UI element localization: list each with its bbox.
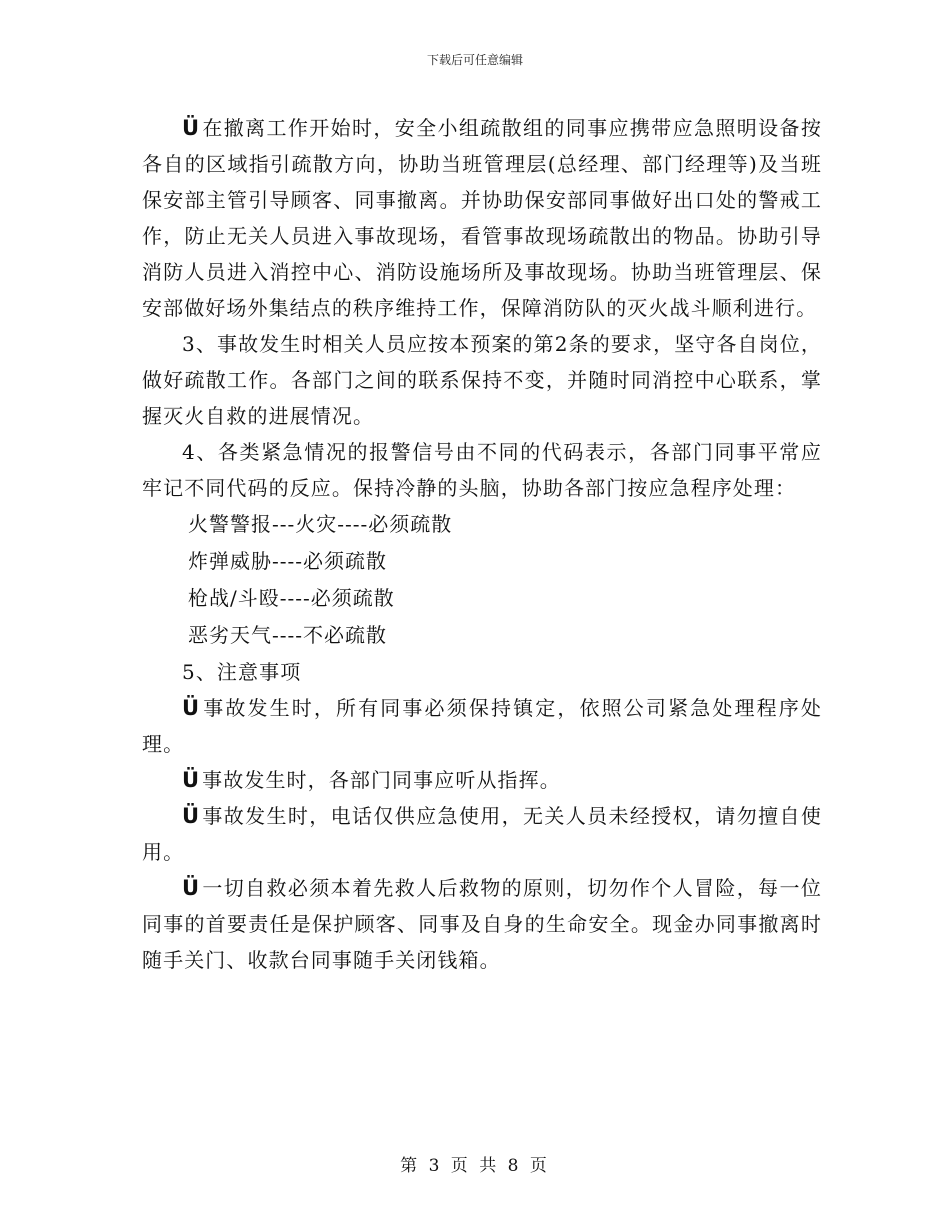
paragraph-evacuation-duty bbox=[142, 110, 822, 326]
alarm-code-line: 火警警报---火灾----必须疏散 bbox=[188, 512, 453, 536]
note-item bbox=[142, 762, 822, 798]
page-number-footer: 第 3 页 共 8 页 bbox=[400, 1156, 550, 1176]
note-text: 事故发生时，电话仅供应急使用，无关人员未经授权，请勿擅自使用。 bbox=[142, 804, 822, 864]
note-text: 一切自救必须本着先救人后救物的原则，切勿作个人冒险，每一位同事的首要责任是保护顾客、同事及自身的生命安全。现金办同事撤离时随手关门、收款台同事随手关闭钱箱。 bbox=[142, 876, 822, 972]
bullet-marker: Ü bbox=[182, 696, 201, 720]
bullet-marker: Ü bbox=[182, 116, 201, 140]
note-text: 事故发生时，各部门同事应听从指挥。 bbox=[202, 768, 561, 792]
note-text: 事故发生时，所有同事必须保持镇定，依照公司紧急处理程序处理。 bbox=[142, 696, 822, 756]
alarm-code-line: 枪战/斗殴----必须疏散 bbox=[188, 586, 395, 610]
document-body bbox=[142, 110, 822, 978]
paragraph-item-4: 4、各类紧急情况的报警信号由不同的代码表示，各部门同事平常应牢记不同代码的反应。保持冷静的头脑，协助各部门按应急程序处理： bbox=[142, 440, 822, 500]
note-item bbox=[142, 798, 822, 870]
paragraph-item-5-heading: 5、注意事项 bbox=[182, 660, 302, 684]
alarm-code-line: 炸弹威胁----必须疏散 bbox=[188, 549, 388, 573]
bullet-marker: Ü bbox=[182, 804, 201, 828]
paragraph-text: 在撤离工作开始时，安全小组疏散组的同事应携带应急照明设备按各自的区域指引疏散方向，协助当班管理层(总经理、部门经理等)及当班保安部主管引导顾客、同事撤离。并协助保安部同事做好出口处的警戒工作，防止无关人员进入事故现场，看管事故现场疏散出的物品。协助引导消防人员进入消控中心、消防设施场所及事故现场。协助当班管理层、保安部做好场外集结点的秩序维持工作，保障消防队的灭火战斗顺利进行。 bbox=[142, 116, 822, 320]
note-item bbox=[142, 690, 822, 762]
bullet-marker: Ü bbox=[182, 768, 201, 792]
page-header: 下载后可任意编辑 bbox=[426, 53, 523, 67]
alarm-code-line: 恶劣天气----不必疏散 bbox=[188, 623, 388, 647]
paragraph-item-3: 3、事故发生时相关人员应按本预案的第2条的要求，坚守各自岗位，做好疏散工作。各部门之间的联系保持不变，并随时同消控中心联系，掌握灭火自救的进展情况。 bbox=[142, 332, 822, 428]
bullet-marker: Ü bbox=[182, 876, 201, 900]
note-item bbox=[142, 870, 822, 978]
